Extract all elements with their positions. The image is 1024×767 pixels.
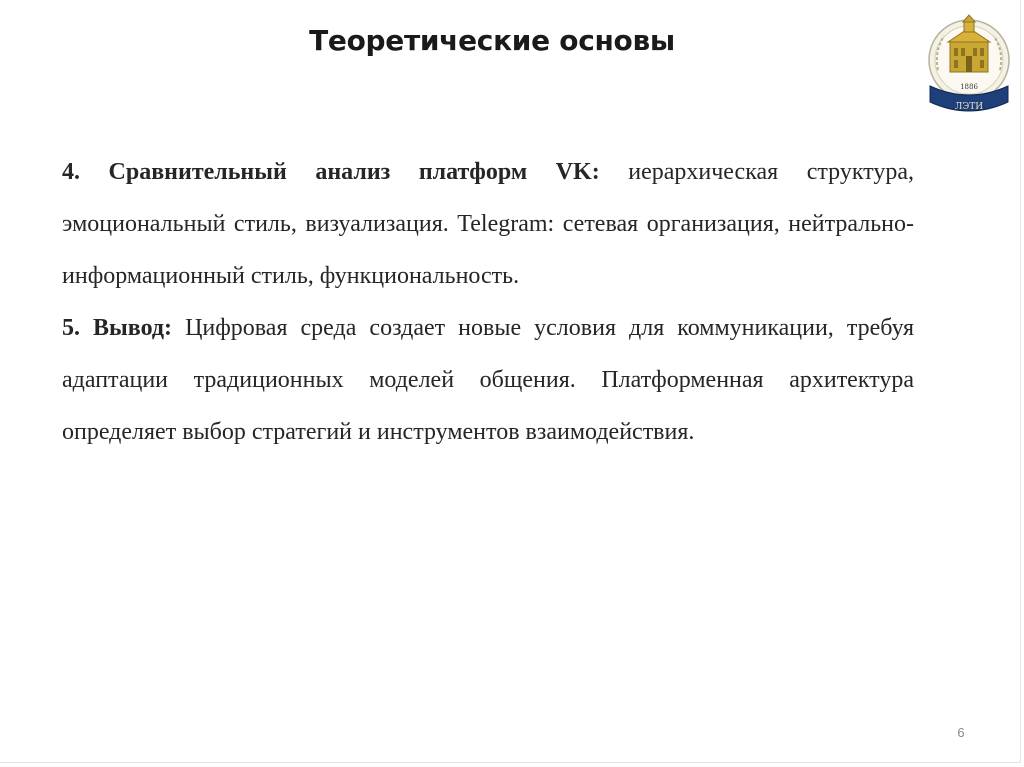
leti-logo-icon [926, 8, 1012, 124]
paragraph-conclusion-lead: 5. Вывод: [62, 315, 173, 341]
paragraph-comparison-lead: 4. Сравнительный анализ платформ VK: [62, 159, 600, 185]
logo-name: ЛЭТИ [954, 102, 984, 112]
paragraph-conclusion [62, 302, 914, 458]
slide-content [62, 146, 914, 458]
paragraph-comparison-text: иерархическая структура, эмоциональный стиль, визуализация. Telegram: сетевая организация, нейтрально-информационный стиль, функциональность. [62, 159, 914, 289]
slide-title: Теоретические основы [309, 24, 675, 57]
logo-year: 1886 [960, 83, 978, 91]
paragraph-conclusion-text: Цифровая среда создает новые условия для коммуникации, требуя адаптации традиционных моделей общения. Платформенная архитектура определяет выбор стратегий и инструментов взаимодействия. [62, 315, 915, 445]
page-number: 6 [957, 725, 965, 740]
paragraph-comparison [62, 146, 914, 302]
